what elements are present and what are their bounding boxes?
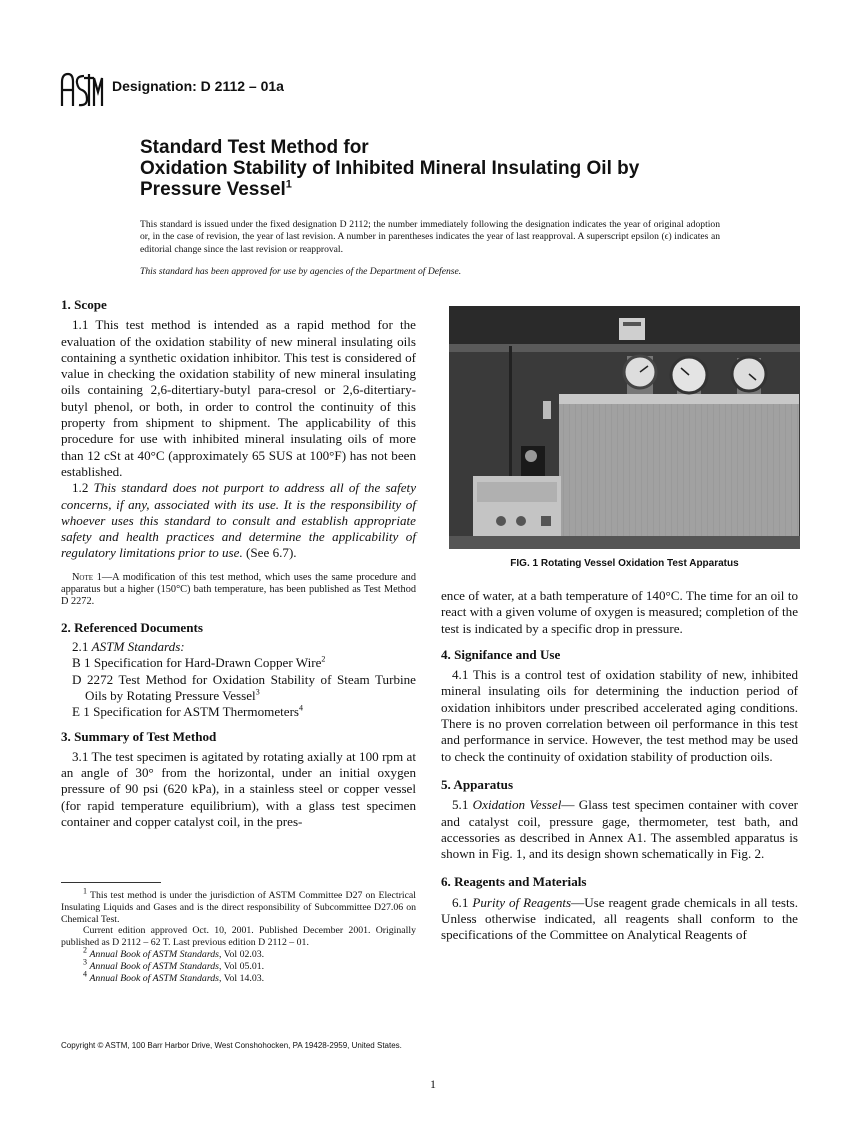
section-heading-scope: 1. Scope: [61, 297, 107, 312]
copyright-line: Copyright © ASTM, 100 Barr Harbor Drive, West Conshohocken, PA 19428-2959, United States.: [61, 1041, 402, 1050]
left-column: [61, 297, 416, 830]
section-heading-reagents: 6. Reagents and Materials: [441, 874, 587, 890]
title-line-3: Pressure Vessel$^1$: [140, 178, 292, 200]
footnote-3: $^3$ Annual Book of ASTM Standards, Vol 05.01.: [83, 957, 265, 972]
title-line-2: Oxidation Stability of Inhibited Mineral Insulating Oil by: [140, 158, 640, 179]
paragraph-6-1: 6.1 Purity of Reagents—Use reagent grade chemicals in all tests. Unless otherwise indicated, all reagents shall conform to the specifications of the Committee on Analytical Reagents of: [441, 894, 798, 943]
page-number: 1: [430, 1077, 436, 1091]
footnote-1: $^1$ This test method is under the jurisdiction of ASTM Committee D27 on Electrical Insulating Liquids and Gases and is the direct responsibility of Subcommittee D27.06 on Chemical Test.: [61, 886, 416, 925]
designation: Designation: D 2112 – 01a: [112, 78, 284, 94]
standard-intro: This standard is issued under the fixed designation D 2112; the number immediately following the designation indicates the year of original adoption or, in the case of revision, the year of last revision. A number in parentheses indicates the year of last reapproval. A superscript epsilon (ϵ) indicates an editorial change since the last revision or reapproval.: [140, 219, 720, 255]
section-heading-apparatus: 5. Apparatus: [441, 776, 514, 792]
footnote-1-edition: Current edition approved Oct. 10, 2001. Published December 2001. Originally published as D 2112 – 62 T. Last previous edition D 2112 – 01.: [61, 925, 416, 949]
section-heading-summary: 3. Summary of Test Method: [61, 728, 217, 744]
paragraph-1-1: 1.1 This test method is intended as a rapid method for the evaluation of the oxidation stability of new mineral insulating oils containing a synthetic oxidation inhibitor. This test is considered of value in checking the oxidation stability of new mineral insulating oils containing 2,6-ditertiary-butyl para-cresol or 2,6-ditertiary-butyl phenol, or both, in order to control the continuity of this property from shipment to shipment. The applicability of this procedure for use with inhibited mineral insulating oils of more than 12 cSt at 40°C (approximately 65 SUS at 100°F) has not been established.: [61, 317, 416, 479]
astm-logo: [60, 70, 104, 108]
paragraph-5-1: 5.1 Oxidation Vessel— Glass test specimen container with cover and catalyst coil, pressure gage, thermometer, test bath, and accessories as described in Annex A1. The assembled apparatus is shown in Fig. 1, and its design shown schematically in Fig. 2.: [441, 797, 799, 862]
section-heading-referenced: 2. Referenced Documents: [61, 619, 203, 635]
reference-b1: B 1 Specification for Hard-Drawn Copper Wire$^2$: [72, 654, 326, 671]
pressure-gauge: [732, 357, 766, 394]
title-line-1: Standard Test Method for: [140, 137, 369, 158]
footnote-2: $^2$ Annual Book of ASTM Standards, Vol 02.03.: [83, 945, 265, 960]
paragraph-2-1: 2.1 ASTM Standards:: [72, 639, 185, 655]
pressure-gauge: [671, 357, 707, 394]
right-column: [441, 588, 798, 944]
paragraph-4-1: 4.1 This is a control test of oxidation stability of new, inhibited mineral insulating oils for determining the induction period of oxidation inhibitors under prescribed accelerated aging conditions. There is no proven correlation between oil performance in this test and performance in service. However, the test method may be used to check the continuity of oxidation stability of production oils.: [441, 667, 798, 764]
paragraph-3-1-continued: ence of water, at a bath temperature of 140°C. The time for an oil to react with a given volume of oxygen is measured; completion of the test is indicated by a specific drop in pressure.: [441, 588, 798, 636]
paragraph-3-1: 3.1 The test specimen is agitated by rotating axially at 100 rpm at an angle of 30° from the horizontal, under an initial oxygen pressure of 90 psi (620 kPa), in a stainless steel or copper vessel (for rapid temperature equilibrium), with a glass test specimen container and copper catalyst coil, in the pres-: [61, 748, 416, 830]
document-title: [140, 137, 760, 200]
footnotes: [61, 886, 416, 984]
figure-caption: FIG. 1 Rotating Vessel Oxidation Test Apparatus: [510, 558, 739, 569]
section-heading-significance: 4. Signifance and Use: [441, 646, 561, 662]
footnote-divider: [61, 882, 161, 883]
pressure-gauge: [624, 356, 656, 394]
paragraph-1-2: 1.2 This standard does not purport to address all of the safety concerns, if any, associated with its use. It is the responsibility of whoever uses this standard to consult and establish appropriate safety and health practices and determine the applicability of regulatory limitations prior to use. (See 6.7).: [61, 480, 417, 561]
note-1: Note 1—A modification of this test method, which uses the same procedure and apparatus but a higher (150°C) bath temperature, has been published as Test Method D 2272.: [61, 571, 416, 607]
apparatus-photo: [449, 306, 800, 549]
approval-statement: This standard has been approved for use by agencies of the Department of Defense.: [140, 266, 462, 277]
reference-e1: E 1 Specification for ASTM Thermometers$^4$: [72, 703, 304, 720]
reference-d2272: D 2272 Test Method for Oxidation Stability of Steam Turbine Oils by Rotating Pressure Vessel$^3$: [72, 671, 416, 703]
title-footnote-mark: 1: [285, 178, 292, 191]
footnote-4: $^4$ Annual Book of ASTM Standards, Vol 14.03.: [83, 969, 265, 984]
